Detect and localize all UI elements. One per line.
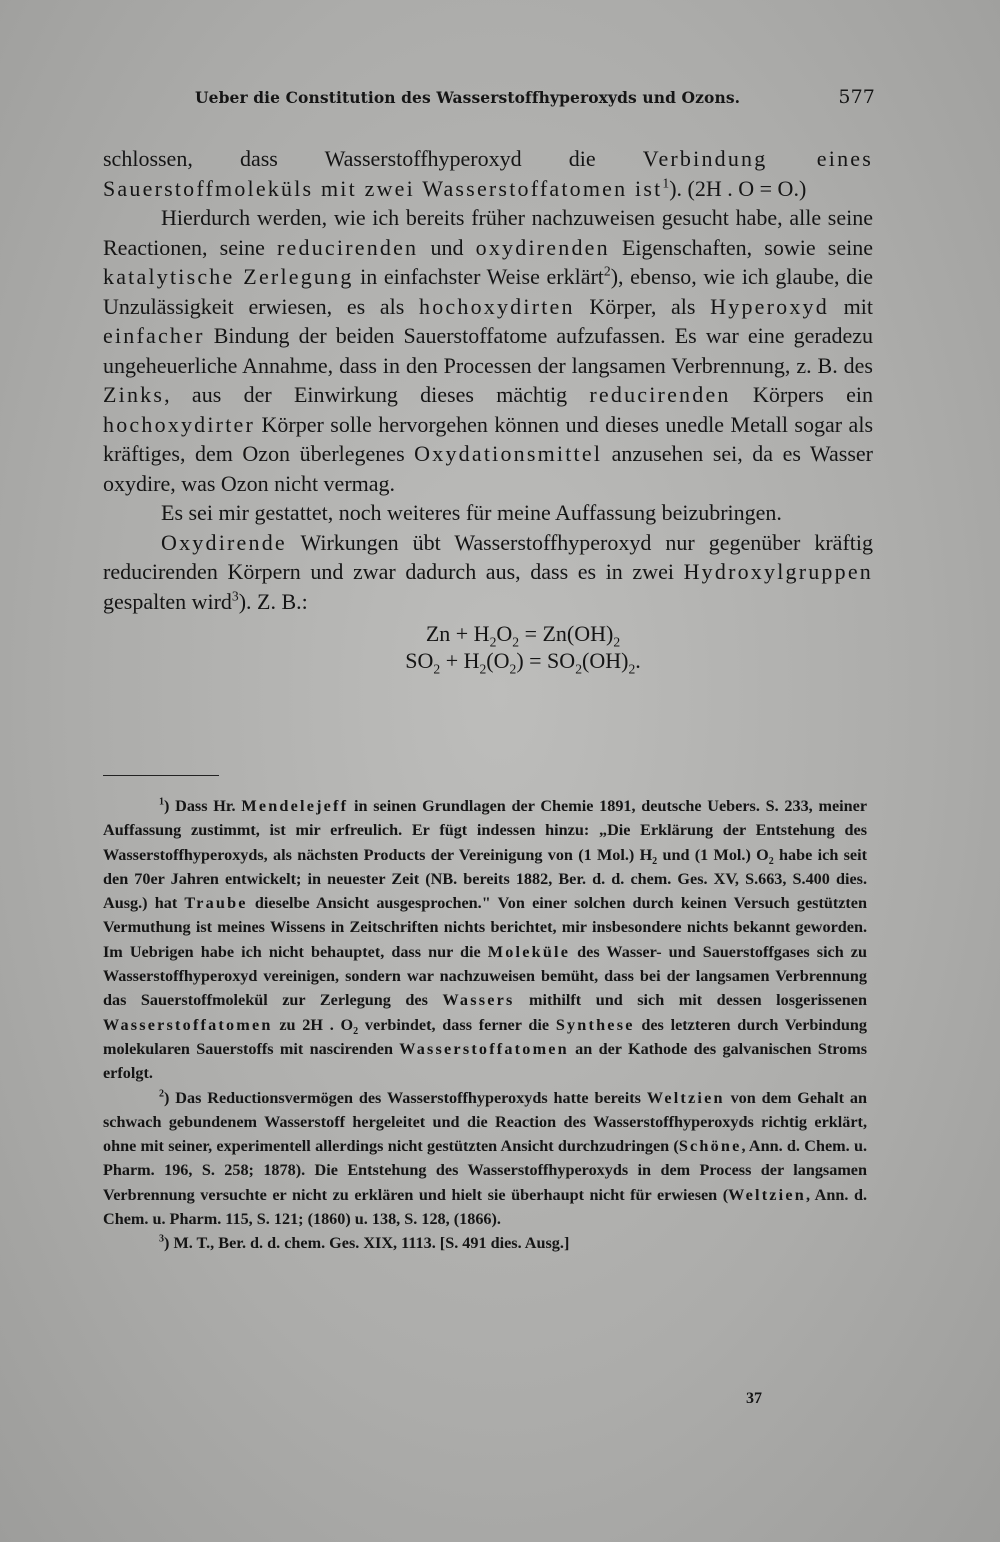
- text-run: Wirkungen übt Wasserstoffhyperoxyd nur gegenüber kräftig reducirenden Körpern und zwar dadurch aus, dass es in zwei: [103, 529, 873, 584]
- footnote-mark: 2: [159, 1088, 165, 1100]
- text-run: habe ich seit den 70er Jahren entwickelt; in neuester Zeit (NB. bereits 1882, Ber. d. d. chem. Ges. XV, S.663, S.400 dies. Ausg.) hat: [103, 845, 867, 913]
- text-run: ) Das Reductionsvermögen des Wasserstoffhyperoxyds hatte bereits: [164, 1088, 647, 1107]
- text-run: Eigenschaften, sowie seine: [609, 234, 874, 260]
- eq-text: (OH): [582, 648, 629, 673]
- spaced-text: katalytische Zerlegung: [103, 264, 354, 289]
- text-run: gespalten wird: [103, 588, 232, 614]
- text-run: schlossen, dass Wasserstoffhyperoxyd die: [103, 146, 643, 171]
- text-run: Körper solle hervorgehen können und dieses unedle Metall sogar als kräftiges, dem Ozon überlegenes: [103, 411, 873, 466]
- eq-text: Zn + H: [425, 621, 490, 646]
- subscript: 2: [353, 1025, 359, 1037]
- text-run: anzusehen sei, da es Wasser oxydire, was Ozon nicht vermag.: [103, 441, 874, 496]
- eq-subscript: 2: [613, 634, 621, 650]
- spaced-text: Oxydirende: [161, 529, 287, 555]
- eq-subscript: 2: [433, 661, 441, 677]
- eq-text: = Zn(OH): [519, 621, 614, 646]
- eq-subscript: 2: [489, 634, 497, 650]
- equation-block: [103, 620, 873, 677]
- text-run: in einfachster Weise erklärt: [353, 264, 604, 289]
- spaced-text: Wasserstoffatomen: [103, 1015, 273, 1034]
- paragraph: Es sei mir gestattet, noch weiteres für meine Auffassung beizubringen.: [161, 500, 782, 525]
- spaced-text: Wassers: [442, 991, 515, 1010]
- text-run: mit: [828, 293, 873, 319]
- text-run: dieselbe Ansicht ausgesprochen." Von einer solchen durch keinen Versuch gestützten Vermuthung ist meines Wissens in Zeitschriften nichts berichtet, mir insbesondere nichts bekannt geworden. Im Uebrigen habe ich nicht behauptet, dass nur die: [103, 894, 867, 961]
- footnote-ref: 2: [603, 263, 611, 279]
- text-run: des Wasser- und Sauerstoffgases sich zu Wasserstoffhyperoxyd vereinigen, sondern war nachzuweisen bemüht, dass bei der langsamen Verbrennung das Sauerstoffmolekül zur Zerlegung des: [103, 942, 867, 1010]
- paragraph: [103, 528, 873, 617]
- text-run: und (1 Mol.) O: [657, 845, 769, 864]
- paragraph: [103, 203, 873, 498]
- text-run: ). Z. B.:: [238, 588, 308, 614]
- text-run: ), ebenso, wie ich glaube, die Unzulässigkeit erwiesen, es als: [103, 264, 873, 319]
- text-run: von dem Gehalt an schwach gebundenem Wasserstoff hergeleitet und die Reaction des Wasserstoffhyperoxyds richtig erklärt, ohne mit seiner, experimentell allerdings nicht gestützten Ansicht durchzudringen (: [103, 1088, 867, 1156]
- footnotes: [103, 794, 867, 1256]
- footnote-mark: 1: [159, 796, 165, 808]
- spaced-text: hochoxydirter: [103, 411, 256, 437]
- footnote-ref: 1: [662, 175, 670, 191]
- text-run: Hierdurch werden, wie ich bereits früher nachzuweisen gesucht habe, alle seine Reactionen, seine: [103, 205, 873, 260]
- spaced-text: reducirenden: [277, 234, 419, 260]
- text-run: ) Dass Hr.: [164, 797, 242, 815]
- footnote-3: [103, 1231, 867, 1255]
- text-run: , Ann. d. Chem. u. Pharm. 196, S. 258; 1878). Die Entstehung des Wasserstoffhyperoxyds in dem Process der langsamen Verbrennung versuchte er nicht zu erklären und hielt sie überhaupt nicht für erwiesen (: [103, 1137, 867, 1204]
- spaced-text: reducirenden: [589, 382, 731, 407]
- spaced-text: Mendelejeff: [241, 797, 349, 815]
- text-run: mithilft und sich mit dessen losgerissenen: [514, 991, 867, 1010]
- footnote-2: [103, 1086, 867, 1232]
- spaced-text: Verbindung eines Sauerstoffmoleküls mit zwei Wasserstoffatomen ist: [103, 146, 873, 201]
- subscript: 2: [768, 855, 774, 867]
- text-run: an der Kathode des galvanischen Stroms erfolgt.: [103, 1039, 867, 1083]
- eq-subscript: 2: [479, 661, 487, 677]
- main-text: [103, 144, 874, 677]
- spaced-text: einfacher: [103, 323, 205, 348]
- eq-text: + H: [440, 648, 480, 673]
- equation-sulfur: [173, 647, 873, 677]
- text-run: und: [418, 234, 476, 260]
- text-run: zu 2H . O: [272, 1015, 354, 1034]
- text-run: , Ann. d. Chem. u. Pharm. 115, S. 121; (1860) u. 138, S. 128, (1866).: [103, 1185, 867, 1229]
- text-run: Bindung der beiden Sauerstoffatome aufzufassen. Es war eine geradezu ungeheuerliche Annahme, dass in den Processen der langsamen Verbrennung, z. B. des: [103, 323, 873, 378]
- footnote-ref: 3: [231, 588, 239, 604]
- spaced-text: Weltzien: [728, 1185, 806, 1204]
- eq-subscript: 2: [509, 661, 517, 677]
- spaced-text: Weltzien: [646, 1088, 725, 1107]
- spaced-text: Wasserstoffatomen: [399, 1039, 569, 1058]
- spaced-text: Oxydationsmittel: [414, 441, 603, 466]
- text-run: Körper, als: [574, 293, 711, 319]
- footnote-rule: [103, 775, 219, 776]
- eq-subscript: 2: [628, 661, 636, 677]
- spaced-text: Zinks: [103, 382, 165, 407]
- text-run: ). (2H . O = O.): [669, 175, 807, 201]
- eq-text: SO: [405, 648, 434, 673]
- spaced-text: Schöne: [678, 1137, 742, 1156]
- text-run: , aus der Einwirkung dieses mächtig: [164, 382, 590, 407]
- spaced-text: hochoxydirten: [419, 293, 575, 319]
- footnote-mark: 3: [159, 1233, 165, 1245]
- text-run: ) M. T., Ber. d. d. chem. Ges. XIX, 1113. [S. 491 dies. Ausg.]: [164, 1234, 570, 1253]
- signature-mark: 37: [746, 1390, 762, 1407]
- spaced-text: Hydroxylgruppen: [683, 559, 873, 584]
- spaced-text: Moleküle: [487, 942, 571, 961]
- equation-zinc: [173, 620, 873, 650]
- text-run: verbindet, dass ferner die: [358, 1015, 556, 1034]
- eq-text: .: [635, 648, 641, 673]
- spaced-text: Synthese: [555, 1015, 635, 1034]
- eq-subscript: 2: [575, 661, 582, 677]
- subscript: 2: [652, 855, 658, 867]
- header-title: Ueber die Constitution des Wasserstoffhyperoxyds und Ozons.: [195, 88, 741, 107]
- spaced-text: Traube: [184, 894, 248, 913]
- eq-text: ) = SO: [516, 648, 576, 673]
- text-run: des letzteren durch Verbindung molekularen Sauerstoffs mit nascirenden: [103, 1015, 868, 1058]
- text-run: in seinen Grundlagen der Chemie 1891, deutsche Uebers. S. 233, meiner Auffassung zustimmt, ist mir erfreulich. Er fügt indessen hinzu: „Die Erklärung der Entstehung des Wasserstoffhyperoxyds, als nächsten Products der Vereinigung von (1 Mol.) H: [103, 797, 868, 864]
- spaced-text: Hyperoxyd: [710, 293, 829, 319]
- footnote-1: [103, 794, 867, 1086]
- paragraph: [103, 144, 873, 203]
- eq-subscript: 2: [512, 634, 520, 650]
- eq-text: O: [496, 621, 513, 646]
- spaced-text: oxydirenden: [475, 234, 610, 260]
- text-run: Körpers ein: [730, 382, 873, 407]
- page-number: 577: [838, 86, 875, 108]
- eq-text: (O: [486, 648, 510, 673]
